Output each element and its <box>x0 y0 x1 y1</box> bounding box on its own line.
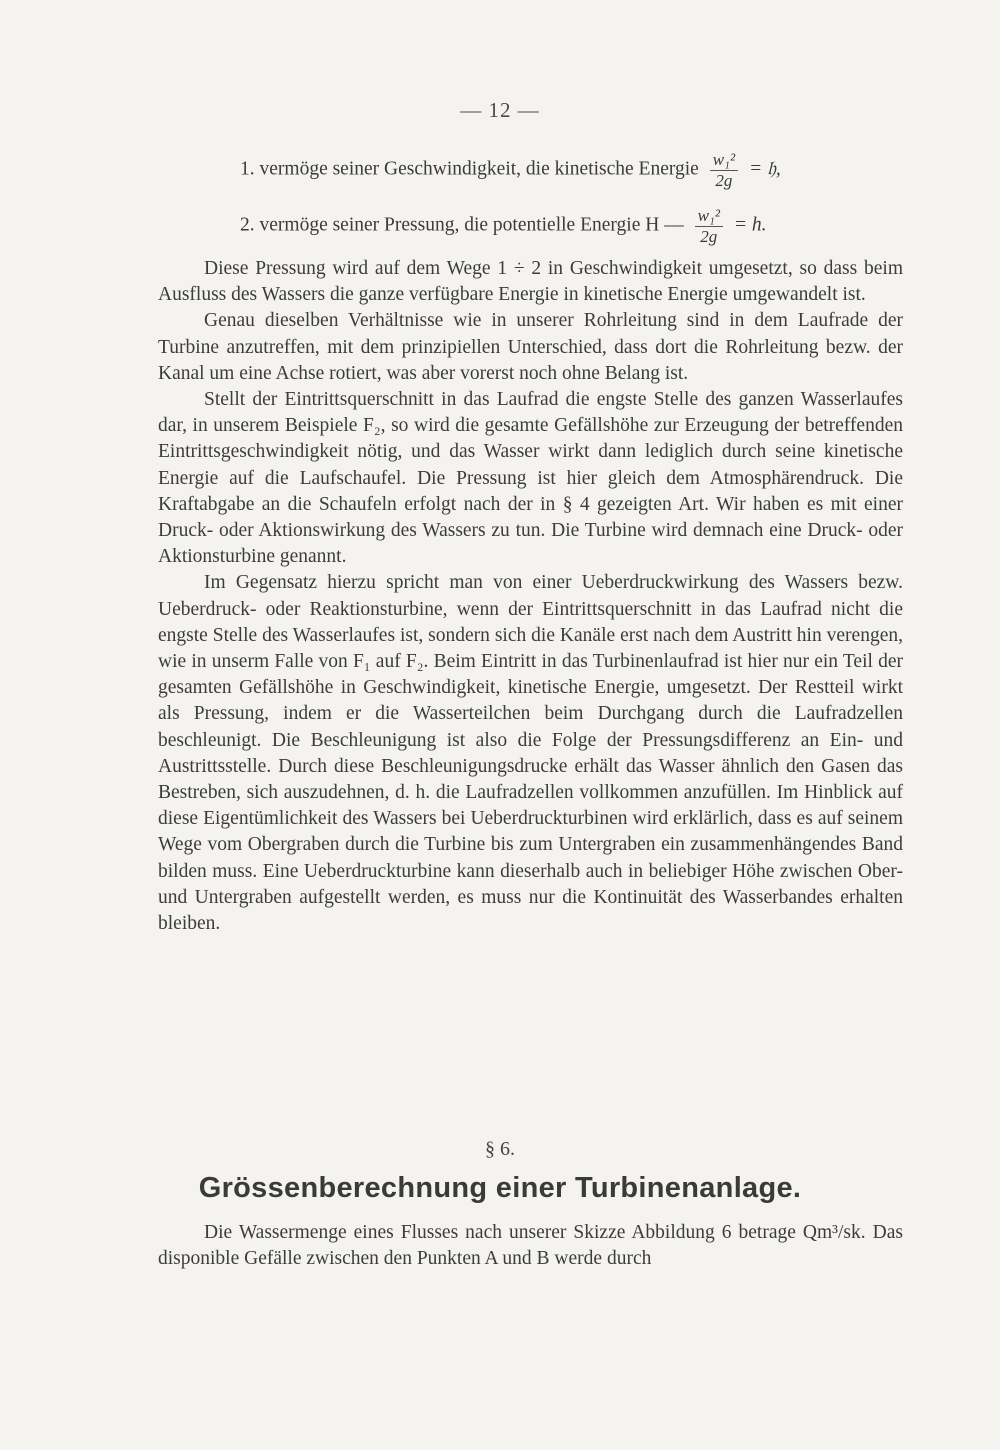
formula-potential-energy <box>240 206 766 246</box>
paragraph: Diese Pressung wird auf dem Wege 1 ÷ 2 in Geschwindigkeit umgesetzt, so dass beim Ausfluss des Wassers die ganze verfügbare Energie in kinetische Energie umgewandelt ist. <box>158 258 903 306</box>
fraction-denominator: 2g <box>715 170 733 190</box>
paragraph: Im Gegensatz hierzu spricht man von einer Ueberdruckwirkung des Wassers bezw. Ueberdruck- oder Reaktionsturbine, wenn der Eintrittsquerschnitt in das Laufrad nicht die engste Stelle des Wasserlaufes ist, sondern sich die Kanäle erst nach dem Austritt hin verengen, wie in unserm Falle von F₁ auf F₂. Beim Eintritt in das Turbinenlaufrad ist hier nur ein Teil der gesamten Gefällshöhe in Geschwindigkeit, kinetische Energie, umgesetzt. Der Restteil wirkt als Pressung, indem er die Wasserteilchen beim Durchgang durch die Laufradzellen beschleunigt. Die Beschleunigung ist also die Folge der Pressungsdifferenz an Ein- und Austrittsstelle. Durch diese Beschleunigungsdrucke erhält das Wasser ähnlich den Gasen das Bestreben, sich auszudehnen, d. h. die Laufradzellen vollkommen anzufüllen. Im Hinblick auf diese Eigentümlichkeit des Wassers bei Ueberdruckturbinen wird erklärlich, dass es auf seinem Wege vom Obergraben durch die Turbine bis zum Untergraben ein zusammenhängendes Band bilden muss. Eine Ueberdruckturbine kann dieserhalb auch in beliebiger Höhe zwischen Ober- und Untergraben aufgestellt werden, es muss nur die Kontinuität des Wasserbandes erhalten bleiben. <box>158 572 903 935</box>
formula-kinetic-text: 1. vermöge seiner Geschwindigkeit, die kinetische Energie <box>240 158 699 180</box>
paragraph: Stellt der Eintrittsquerschnitt in das Laufrad die engste Stelle des ganzen Wasserlaufes dar, in unserem Beispiele F₂, so wird die gesamte Gefällshöhe zur Erzeugung der betreffenden Eintrittsgeschwindigkeit nötig, und das Wasser wirkt dann lediglich durch seine kinetische Energie auf die Laufschaufel. Die Pressung ist hier gleich dem Atmosphärendruck. Die Kraftabgabe an die Schaufeln erfolgt nach der in § 4 gezeigten Art. Wir haben es mit einer Druck- oder Aktionswirkung des Wassers zu tun. Die Turbine wird demnach eine Druck- oder Aktionsturbine genannt. <box>158 389 903 568</box>
fraction-numerator: w₁² <box>710 150 738 171</box>
fraction-numerator: w₁² <box>695 206 723 227</box>
paragraph: Die Wassermenge eines Flusses nach unserer Skizze Abbildung 6 betrage Qm³/sk. Das disponible Gefälle zwischen den Punkten A und B werde durch <box>158 1222 903 1270</box>
body-text <box>158 256 903 937</box>
section-number: § 6. <box>485 1138 515 1160</box>
fraction-potential <box>695 206 723 246</box>
paragraph: Genau dieselben Verhältnisse wie in unserer Rohrleitung sind in dem Laufrade der Turbine anzutreffen, mit dem prinzipiellen Unterschied, dass dort die Rohrleitung bezw. der Kanal um eine Achse rotiert, was aber vorerst noch ohne Belang ist. <box>158 310 903 384</box>
fraction-kinetic <box>710 150 738 190</box>
formula-kinetic-result: = 𝔥, <box>748 158 781 180</box>
page-number: — 12 — <box>460 98 540 122</box>
formula-potential-result: = h. <box>733 214 767 236</box>
formula-kinetic-energy <box>240 150 781 190</box>
formula-potential-text: 2. vermöge seiner Pressung, die potentielle Energie H — <box>240 214 684 236</box>
closing-text <box>158 1220 903 1272</box>
section-title: Grössenberechnung einer Turbinenanlage. <box>198 1172 802 1204</box>
fraction-denominator: 2g <box>700 226 718 246</box>
